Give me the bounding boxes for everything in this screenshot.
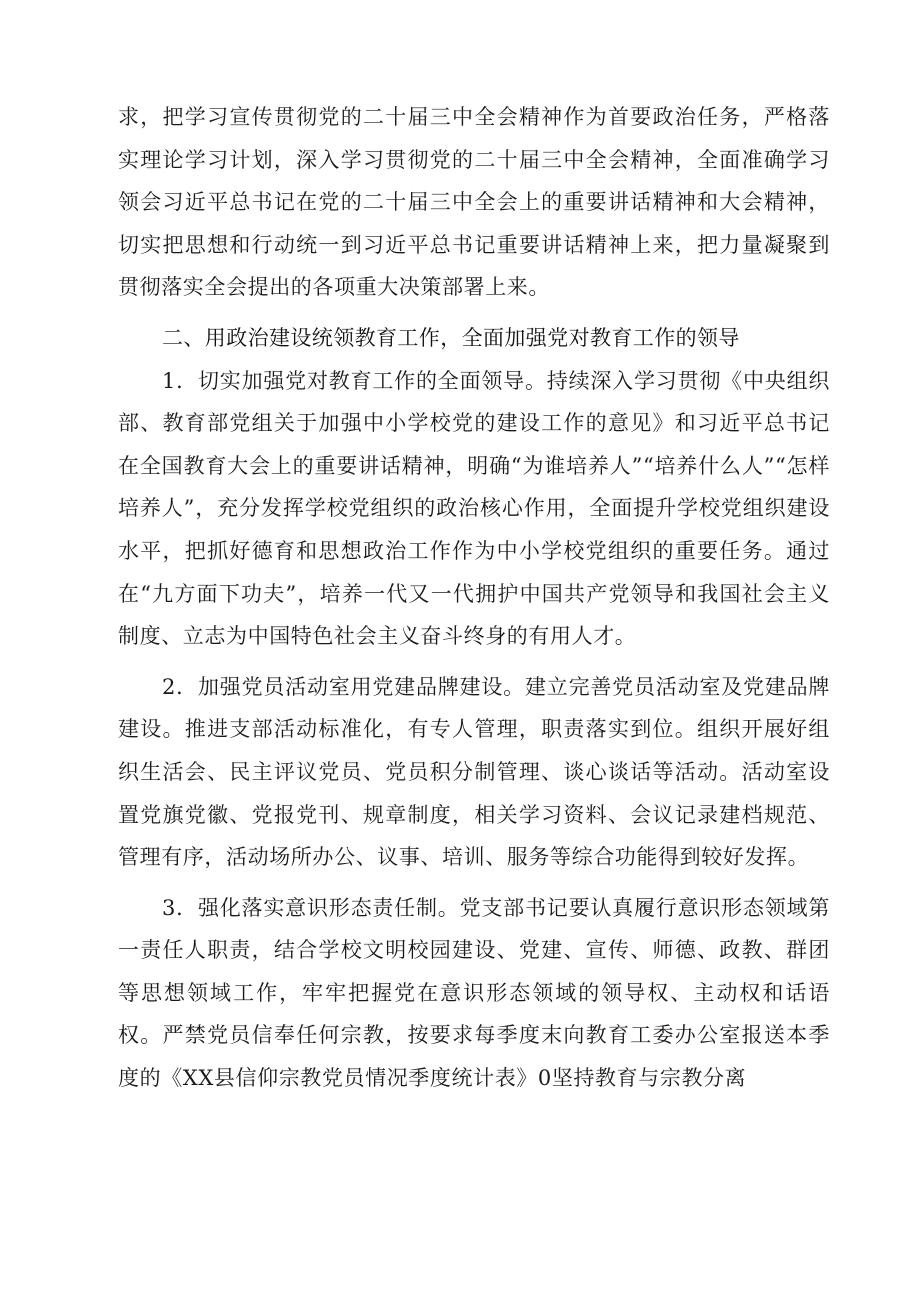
- list-item-3: 3．强化落实意识形态责任制。党支部书记要认真履行意识形态领域第一责任人职责，结合学校文明校园建设、党建、宣传、师德、政教、群团等思想领域工作，牢牢把握党在意识形态领域的领导权、主动权和话语权。严禁党员信奉任何宗教，按要求每季度末向教育工委办公室报送本季度的《XX县信仰宗教党员情况季度统计表》0坚持教育与宗教分离: [118, 895, 830, 1091]
- continuation-paragraph: 求，把学习宣传贯彻党的二十届三中全会精神作为首要政治任务，严格落实理论学习计划，深入学习贯彻党的二十届三中全会精神，全面准确学习领会习近平总书记在党的二十届三中全会上的重要讲话精神和大会精神，切实把思想和行动统一到习近平总书记重要讲话精神上来，把力量凝聚到贯彻落实全会提出的各项重大决策部署上来。: [118, 105, 830, 300]
- list-item-1: 1．切实加强党对教育工作的全面领导。持续深入学习贯彻《中央组织部、教育部党组关于加强中小学校党的建设工作的意见》和习近平总书记在全国教育大会上的重要讲话精神，明确“为谁培养人”“培养什么人”“怎样培养人”，充分发挥学校党组织的政治核心作用，全面提升学校党组织建设水平，把抓好德育和思想政治工作作为中小学校党组织的重要任务。通过在“九方面下功夫”，培养一代又一代拥护中国共产党领导和我国社会主义制度、立志为中国特色社会主义奋斗终身的有用人才。: [118, 368, 830, 649]
- spacer: [118, 879, 830, 887]
- section-heading: 二、用政治建设统领教育工作，全面加强党对教育工作的领导: [162, 325, 740, 350]
- list-item-2: 2．加强党员活动室用党建品牌建设。建立完善党员活动室及党建品牌建设。推进支部活动标准化，有专人管理，职责落实到位。组织开展好组织生活会、民主评议党员、党员积分制管理、谈心谈话等活动。活动室设置党旗党徽、党报党刊、规章制度，相关学习资料、会议记录建档规范、管理有序，活动场所办公、议事、培训、服务等综合功能得到较好发挥。: [118, 674, 830, 870]
- spacer: [118, 658, 830, 666]
- document-page: [118, 96, 830, 1100]
- spacer: [118, 309, 830, 317]
